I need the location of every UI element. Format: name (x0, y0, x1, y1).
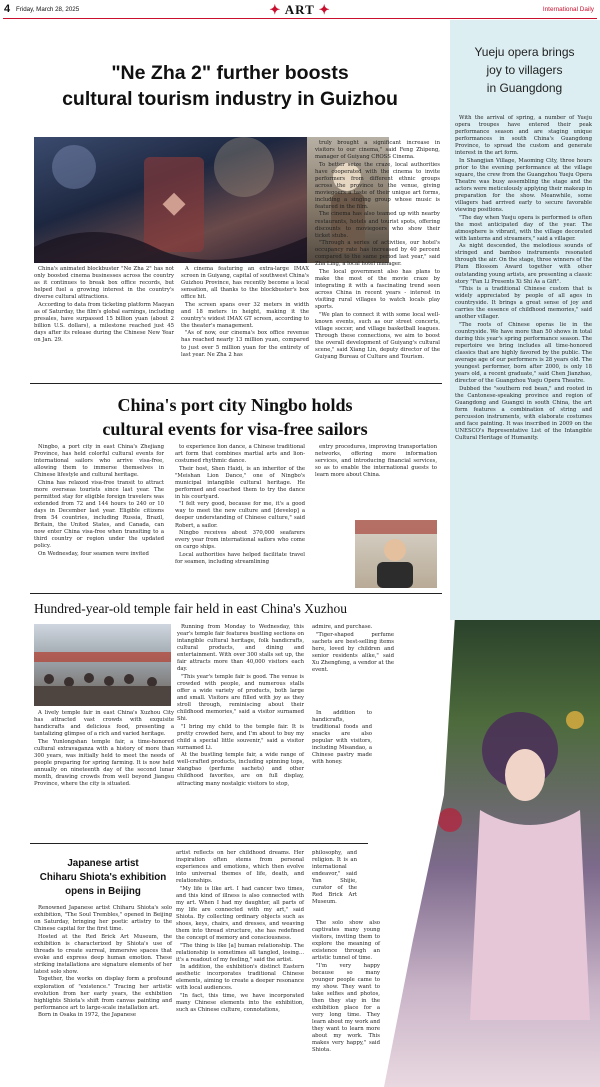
article2-paragraph: Their host, Shen Haidi, is an inheritor of the "Meishan Lion Dance," one of Ningbo's municipal intangible cultural heritage. He performed and coached them to try the dance in his courtyard. (175, 465, 305, 500)
article5-headline-line2: joy to villagers (486, 63, 563, 77)
article4-col1 (34, 905, 172, 1020)
article3-paragraph: Running from Monday to Wednesday, this year's temple fair features bustling sections on intangible cultural heritage, folk handicrafts, cultural products, and dining and entertainment. With over 300 stalls set up, the fair attracts more than 40,000 visitors each day. (177, 624, 304, 673)
section-title: ✦ ART ✦ (269, 2, 331, 17)
crowd-illustration (34, 624, 171, 706)
article3-paragraph: The Yunlongshan temple fair, a time-honored cultural extravaganza with a history of more than 300 years, was initially held to meet the needs of people preparing for spring farming. It is now held annually on nineteenth day of the second lunar month, drawing crowds from well beyond Jiangsu Province, where the city is situated. (34, 738, 174, 787)
opera-illustration (360, 600, 600, 1087)
article4-paragraph: "I'm very happy because so many younger people came to my show. They want to take selfies and photos, then they stay in the exhibition place for a very long time. They learn about my work and they want to learn more about my work. This makes very happy," said Shiota. (312, 962, 380, 1054)
section-label: ART (284, 2, 315, 17)
article4-paragraph: "The thing is like [a] human relationship. The relationship is sometimes all tangled, losing... it's a readout of my feeling," said the artist. (176, 942, 304, 963)
issue-date: Friday, March 28, 2025 (16, 6, 80, 13)
nezha-film-photo (34, 137, 307, 263)
article4-paragraph: Together, the works on display form a profound exploration of "existence." Tracing her artistic evolution from her early years, the exhibition highlights Shiota's shift from canvas painting and performance art to large-scale installation art. (34, 976, 172, 1011)
article1-paragraph: A cinema featuring an extra-large IMAX screen in Guiyang, capital of southwest China's Guizhou Province, has recently become a local sensation, all thanks to the blockbuster's box office hit. (181, 266, 309, 301)
article4-paragraph: Hosted at the Red Brick Art Museum, the exhibition is characterized by Shiota's use of threads to create surreal, immersive spaces that evoke and express deep human emotion. These striking installations are signature elements of her latest solo show. (34, 933, 172, 975)
article3-col3b (312, 710, 372, 767)
article1-paragraph: The cinema has also teamed up with nearby restaurants, hotels and tourist spots, offering discounts to moviegoers who show their ticket stubs. (315, 211, 440, 239)
article5-headline-line3: in Guangdong (486, 81, 563, 95)
article5-paragraph: "This is a traditional Chinese custom that is widely appreciated by people of all ages in countryside. It brings a great sense of joy and carries the essence of childhood memories," said another villager. (455, 286, 592, 321)
article1-headline (26, 60, 434, 112)
article5-paragraph: Dubbed the "southern red bean," and rooted in the Cantonese-speaking province and region of Guangdong and Guangxi in south China, the art form features a combination of string and percussion instruments, with elaborate costumes and face painting. It was inscribed in 2009 on the UNESCO's Representative List of the Intangible Cultural Heritage of Humanity. (455, 385, 592, 442)
article4-paragraph: The solo show also captivates many young visitors, inviting them to explore the meaning of existence through an artistic tunnel of time. (312, 920, 380, 962)
publication-name: International Daily (542, 6, 594, 13)
article1-paragraph: According to data from ticketing platform Maoyan as of Saturday, the film's global earnings, including presales, have surpassed 15 billion yuan (about 2 billion U.S. dollars), a milestone reached just 45 days after its release during the Chinese New Year on Jan. 29. (34, 301, 174, 343)
article4-paragraph: Renowned Japanese artist Chiharu Shiota's solo exhibition, "The Soul Trembles," opened in Beijing on Saturday, bringing her poetic artistry to the Chinese capital for the first time. (34, 905, 172, 933)
article4-col2 (176, 850, 304, 1015)
article2-col3 (315, 444, 437, 480)
article2-paragraph: China has relaxed visa-free transit to attract more overseas tourists since last year. The permitted stay for eligible foreign travelers was extended from 72 and 144 hours to 240 or 10 days in December last year. Eligible citizens from 54 countries, including Russia, Brazil, Britain, the United States, and Canada, can now enter China visa-free when transiting to a third country or region under the updated policy. (34, 479, 164, 550)
article2-headline-line2: cultural events for visa-free sailors (102, 419, 368, 439)
article3-col1 (34, 710, 174, 789)
article1-headline-line2: cultural tourism industry in Guizhou (62, 88, 398, 110)
article2-paragraph: "I felt very good, because for me, it's a good way to meet the new culture and [develop] a deeper understanding of Chinese culture," said Robert, a sailor. (175, 501, 305, 529)
article2-col1 (34, 444, 164, 558)
article2-paragraph: entry procedures, improving transportation networks, offering more information services, and introducing financial services, so as to enable the international guests to learn more about China. (315, 444, 437, 479)
article1-paragraph: The local government also has plans to make the most of the movie craze by integrating it with a fascinating trend seen across China in recent years - interest in visiting rural villages to watch locals play sports. (315, 268, 440, 311)
article2-paragraph: Ningbo receives about 370,000 seafarers every year from international sailors who come on cargo ships. (175, 530, 305, 551)
sailor-photo (355, 520, 437, 588)
article1-paragraph: The screen spans over 32 meters in width and 18 meters in height, making it the country's widest IMAX GT screen, according to the theater's management. (181, 301, 309, 329)
article1-paragraph: China's animated blockbuster "Ne Zha 2" has not only boosted cinema businesses across the country as it continues to break box office records, but helped fuel a growing interest in the country's diverse cultural attractions. (34, 266, 174, 301)
article5-paragraph: With the arrival of spring, a number of Yueju opera troupes have entered their peak performance season and are staging unique performances in south China's Guangdong Province, to spread the custom and generate interest in the art form. (455, 115, 592, 157)
article2-paragraph: Ningbo, a port city in east China's Zhejiang Province, has held colorful cultural events for international sailors who arrive visa-free, allowing them to immerse themselves in Chinese lifestyle and cultural heritage. (34, 444, 164, 479)
article4-paragraph: artist reflects on her childhood dreams. Her inspiration often stems from personal experiences and emotions, which then evolve into universal themes of life, death, and relationships. (176, 850, 304, 885)
article5-paragraph: "The roots of Chinese operas lie in the countryside. We have more than 50 shows in total during this year's spring performance season. The repertoire we bring includes all time-honored classics that are highly favored by the public. The average age of our performers is 28 years old. The youngest performer, born after 2000, is only 18 years old, a recent graduate," said Chen Jianzhao, director of the Guangzhou Yueju Opera Theatre. (455, 321, 592, 385)
article5-paragraph: In Shangjian Village, Maoming City, three hours prior to the evening performance at the village square, the crew from the Guangzhou Yueju Opera Theatre was busy assembling the stage and the actors were meticulously applying their makeup in preparation for the show. Meanwhile, some villagers had arrived early to secure favorable viewing positions. (455, 157, 592, 214)
article4-headline-line3: opens in Beijing (65, 886, 141, 897)
masthead-rule (3, 18, 597, 19)
article4-paragraph: "My life is like art. I had cancer two times, and this kind of illness is also connected with my art. When I had my daughter, all parts of my life are connected with my art," said Shiota. By collecting ordinary objects such as shoes, keys, chairs, and dresses, and weaving them into thread structure, she has redefined the concept of memory and consciousness. (176, 885, 304, 942)
nezha-illustration (34, 137, 307, 263)
article1-paragraph: "As of now, our cinema's box office revenue has reached nearly 13 million yuan, compared to just over 5 million yuan for the entirety of last year. Ne Zha 2 has (181, 330, 309, 358)
article3-paragraph: At the bustling temple fair, a wide range of well-crafted products, including spinning tops, xiangbao (perfume sachets) and other childhood favorites, are on full display, attracting many nostalgic visitors to stop, (177, 752, 304, 787)
article1-paragraph: "We plan to connect it with some local well-known events, such as our street concerts, village soccer, and village basketball leagues. Through these connections, we aim to boost the overall development of Guiyang's cultural scene," said Xiang Lin, deputy director of the Guiyang Bureau of Culture and Tourism. (315, 311, 440, 360)
article4-headline-line2: Chiharu Shiota's exhibition (39, 872, 167, 883)
article5-paragraph: As night descended, the melodious sounds of stringed and bamboo instruments resonated through the air. On the stage, three winners of the Plum Blossom Award together with other outstanding young artists, are presenting a classic story "Fan Li Presents Xi Shi As a Gift". (455, 243, 592, 285)
article1-paragraph: "Through a series of activities, our hotel's occupancy rate has increased by 40 percent compared to the same period last year," said Zha Ling, a local hotel manager. (315, 240, 440, 268)
article3-paragraph: A lively temple fair in east China's Xuzhou City has attracted vast crowds with exquisite handicrafts and delicious food, presenting a tantalizing glimpse of a rich and varied heritage. (34, 710, 174, 738)
article1-col3 (315, 140, 440, 361)
divider-article1 (30, 383, 442, 384)
article3-col2 (177, 624, 304, 788)
article1-paragraph: To better seize the craze, local authorities have cooperated with the cinema to invite performers from different ethnic groups across the province to the venue, giving moviegoers a taste of their unique art forms, including a singing group whose music is featured in the film. (315, 161, 440, 210)
article2-col2 (175, 444, 305, 566)
sailor-illustration (355, 520, 437, 588)
article4-headline-line1: Japanese artist (67, 858, 139, 869)
article5-paragraph: "The day when Yueju opera is performed is often the most anticipated day of the year. The atmosphere is vibrant, with the village decorated with lanterns and streamers," said a villager. (455, 214, 592, 242)
page-number: 4 (4, 3, 11, 15)
article4-col3b (312, 920, 380, 1055)
article4-headline (34, 857, 172, 899)
divider-article2 (30, 593, 442, 594)
article2-paragraph: On Wednesday, four seamen were invited (38, 550, 149, 557)
article2-paragraph: Local authorities have helped facilitate travel for seamen, including streamlining (175, 551, 305, 565)
article3-paragraph: "Tiger-shaped perfume sachets are best-selling items here, loved by children and senior residents alike," said Xu Zhengfeng, a vendor at the event. (312, 631, 394, 673)
article2-paragraph: to experience lion dance, a Chinese traditional art form that combines martial arts and lion-costumed rhythmic dance. (175, 444, 305, 465)
temple-fair-photo (34, 624, 171, 706)
article3-headline: Hundred-year-old temple fair held in east China's Xuzhou (34, 601, 347, 616)
article3-col3a (312, 624, 394, 674)
article4-paragraph: Born in Osaka in 1972, the Japanese (38, 1012, 136, 1019)
divider-article3 (30, 843, 368, 844)
article3-paragraph: "This year's temple fair is good. The venue is crowded with people, and numerous stalls offer a wide variety of products, both large and small. Visitors are filled with joy as they stroll through, reminiscing about their childhood memories," said a visitor surnamed Shi. (177, 673, 304, 723)
article1-headline-line1: "Ne Zha 2" further boosts (111, 62, 349, 84)
article3-paragraph: In addition to handicrafts, traditional foods and snacks are also popular with visitors, including Misandao, a Chinese pastry made with honey. (312, 710, 372, 766)
article5-body (455, 115, 592, 443)
article4-col3a (312, 850, 357, 907)
article1-paragraph: truly brought a significant increase in visitors to our cinema," said Feng Zhipeng, manager of Guiyang CROSS Cinema. (315, 140, 440, 161)
article4-paragraph: In addition, the exhibition's distinct Eastern aesthetic incorporates traditional Chinese elements, aiming to create a deeper resonance with local audiences. (176, 964, 304, 992)
article2-headline (30, 393, 440, 441)
article2-headline-line1: China's port city Ningbo holds (117, 395, 353, 415)
svg-text:◆: ◆ (162, 185, 186, 220)
article3-paragraph: admire, and purchase. (312, 624, 373, 630)
article1-col2 (181, 266, 309, 359)
article4-paragraph: "In fact, this time, we have incorporated many Chinese elements into the exhibition, such as Chinese culture, connotations, (176, 992, 304, 1014)
article1-col1 (34, 266, 174, 345)
article3-paragraph: "I bring my child to the temple fair. It is pretty crowded here, and I'm about to buy my child a special little souvenir," said a visitor surnamed Li. (177, 723, 304, 751)
article5-headline (452, 43, 597, 97)
article5-headline-line1: Yueju opera brings (474, 45, 575, 59)
article4-paragraph: philosophy, and religion. It is an international endeavor," said Yan Shijie, curator of the Red Brick Art Museum. (312, 850, 357, 906)
opera-performer-photo (360, 600, 600, 1087)
